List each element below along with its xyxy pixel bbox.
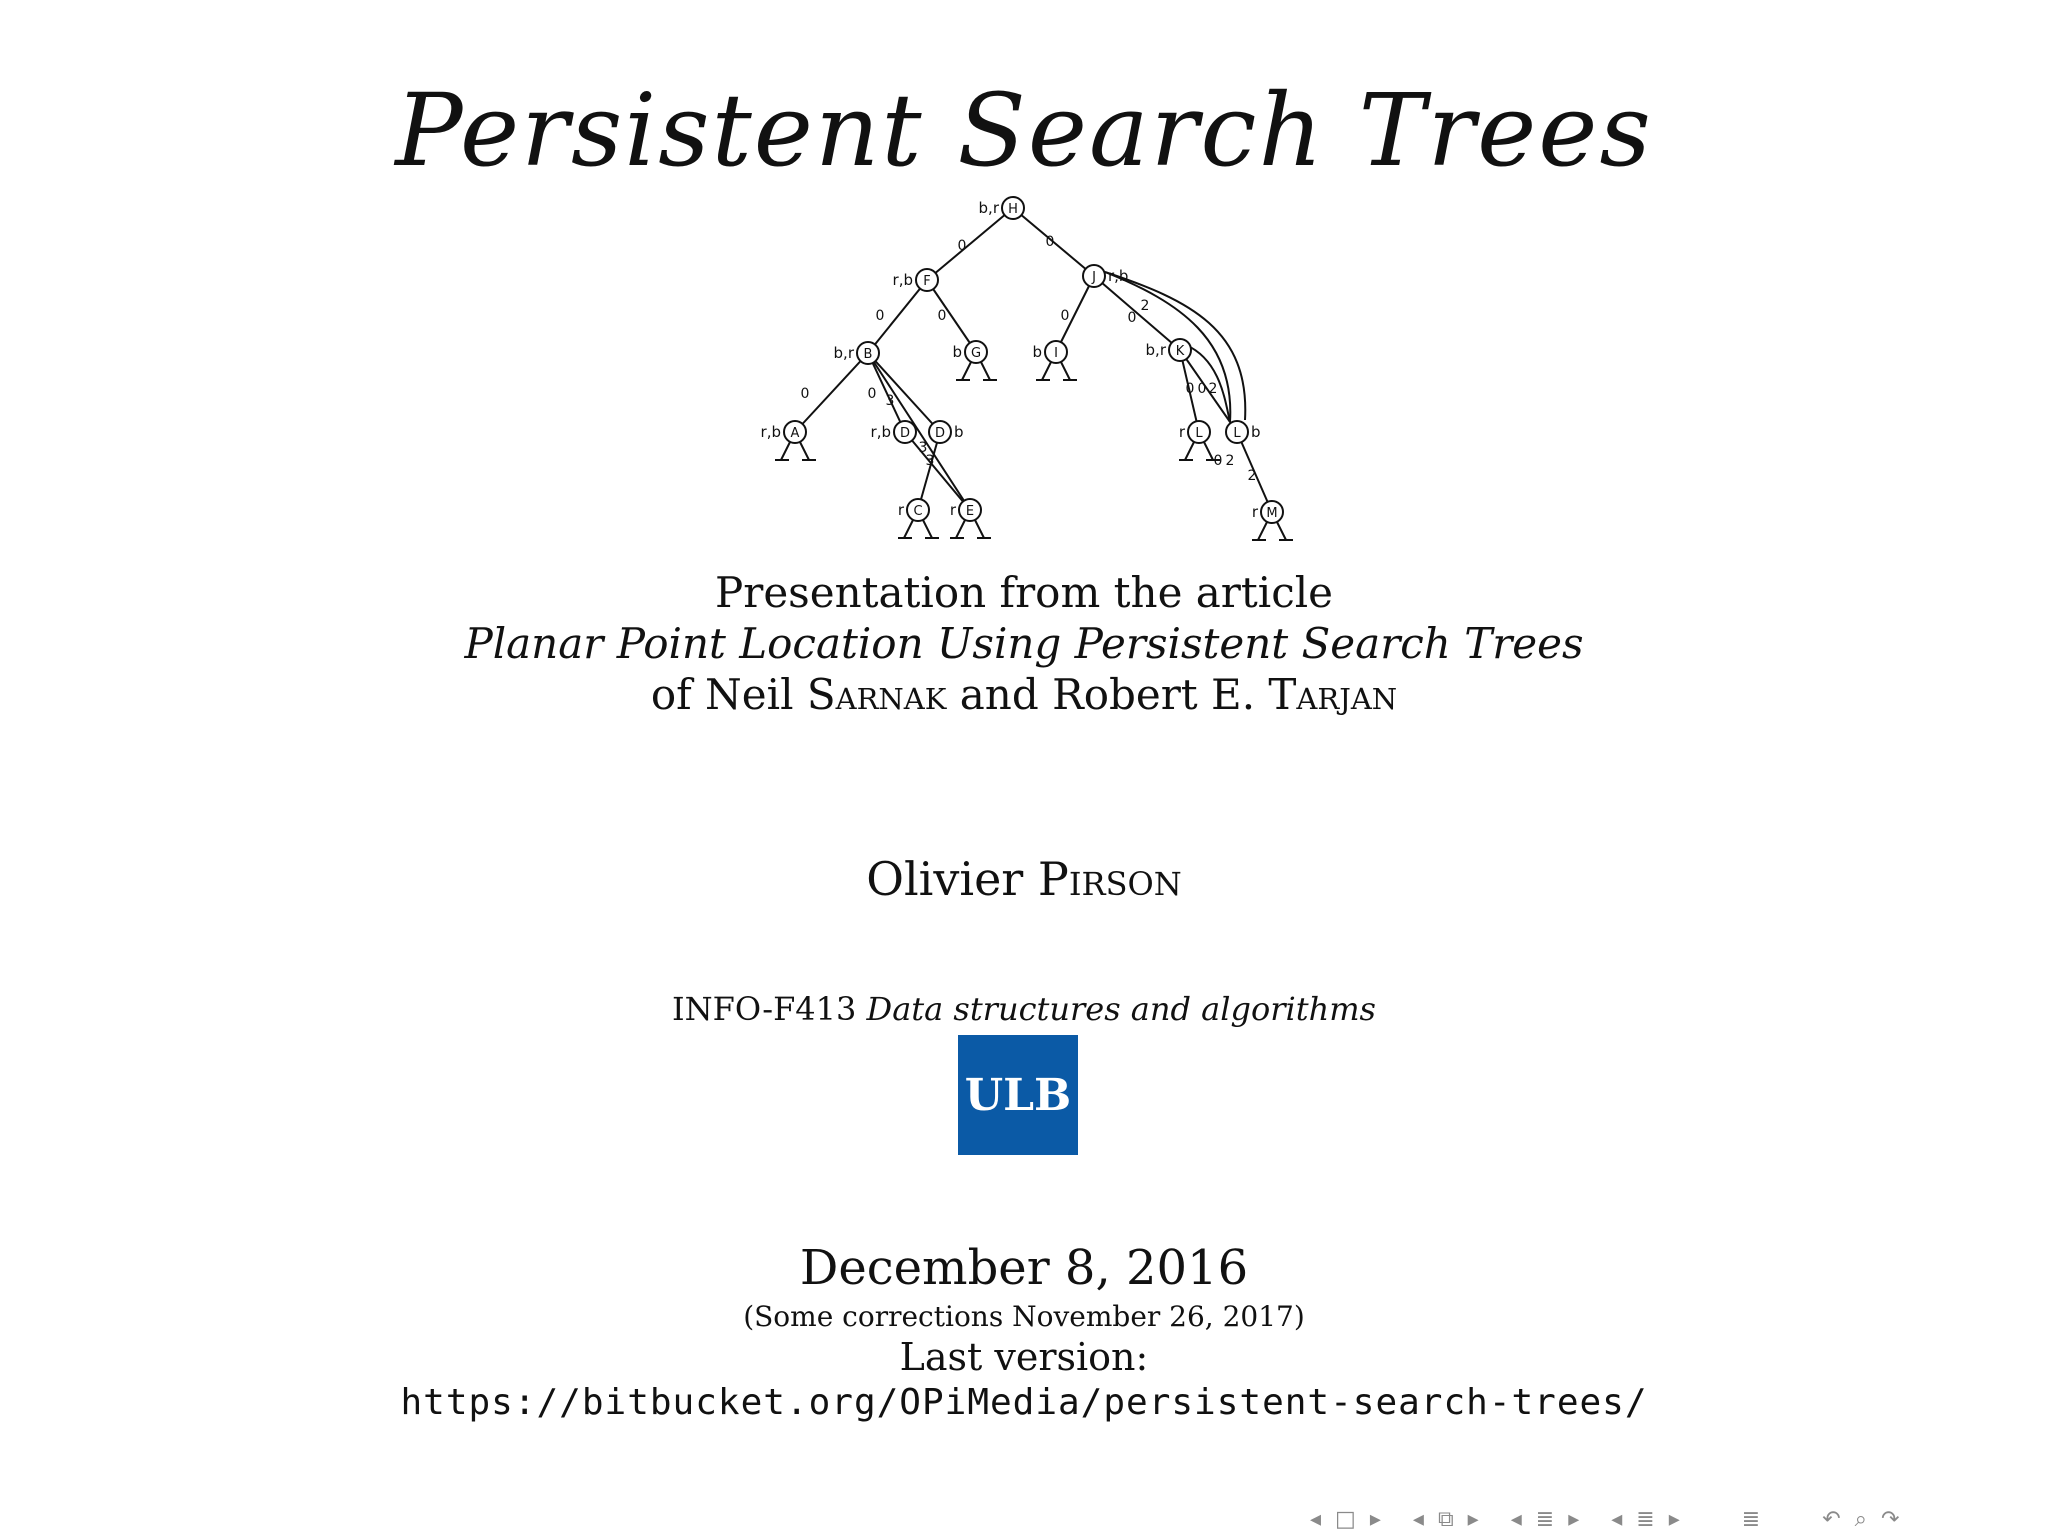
last-version-label: Last version: — [899, 1335, 1149, 1379]
svg-text:M: M — [1266, 506, 1278, 521]
frame-prev-icon[interactable]: ◂ — [1310, 1506, 1322, 1532]
svg-text:2: 2 — [1247, 468, 1257, 484]
svg-text:3: 3 — [885, 393, 895, 409]
svg-text:D: D — [934, 426, 946, 441]
svg-text:r: r — [897, 501, 904, 519]
svg-text:b: b — [1251, 423, 1261, 441]
repository-link[interactable]: https://bitbucket.org/OPiMedia/persistent-search-trees/ — [400, 1382, 1648, 1423]
svg-text:E: E — [965, 504, 975, 519]
svg-text:0: 0 — [1127, 310, 1137, 326]
slide-title: Persistent Search Trees — [395, 72, 1653, 189]
toc-icon[interactable]: ≣ — [1636, 1506, 1655, 1532]
subsection-prev-icon[interactable]: ◂ — [1412, 1506, 1424, 1532]
svg-text:B: B — [863, 347, 873, 362]
svg-text:A: A — [790, 426, 800, 441]
svg-text:r: r — [1178, 423, 1185, 441]
svg-text:L: L — [1233, 426, 1241, 441]
toc-next-icon[interactable]: ▸ — [1668, 1506, 1680, 1532]
search-icon[interactable]: ⌕ — [1854, 1506, 1867, 1532]
course-name: Data structures and algorithms — [866, 990, 1376, 1028]
svg-text:b,r: b,r — [833, 344, 854, 362]
course-code: INFO-F413 — [672, 990, 867, 1028]
svg-text:0: 0 — [1185, 381, 1195, 397]
svg-text:b,r: b,r — [978, 199, 999, 217]
presentation-date: December 8, 2016 — [799, 1240, 1249, 1296]
svg-text:r,b: r,b — [1108, 267, 1129, 285]
svg-text:b: b — [954, 423, 964, 441]
corrections-note: (Some corrections November 26, 2017) — [743, 1300, 1305, 1333]
svg-text:K: K — [1175, 344, 1185, 359]
section-next-icon[interactable]: ▸ — [1568, 1506, 1580, 1532]
svg-text:0: 0 — [957, 238, 967, 254]
svg-text:0: 0 — [1045, 234, 1055, 250]
presenter-surname: Pirson — [1037, 852, 1182, 906]
authors-prefix: of Neil — [650, 670, 807, 719]
svg-text:0: 0 — [1213, 453, 1223, 469]
svg-text:r,b: r,b — [760, 423, 781, 441]
svg-text:0: 0 — [867, 386, 877, 402]
svg-text:b: b — [1032, 343, 1042, 361]
undo-icon[interactable]: ↶ — [1822, 1506, 1841, 1532]
svg-text:G: G — [970, 346, 982, 361]
svg-text:r: r — [949, 501, 956, 519]
svg-text:D: D — [899, 426, 911, 441]
svg-text:0: 0 — [800, 386, 810, 402]
ulb-logo: ULB — [958, 1035, 1078, 1155]
author2-surname: Tarjan — [1268, 670, 1398, 719]
svg-text:J: J — [1092, 270, 1096, 285]
section-prev-icon[interactable]: ◂ — [1510, 1506, 1522, 1532]
article-authors — [0, 670, 2048, 720]
svg-text:0: 0 — [875, 308, 885, 324]
svg-text:r: r — [1251, 503, 1258, 521]
svg-text:2: 2 — [1208, 381, 1218, 397]
course-line — [0, 990, 2048, 1028]
frame-next-icon[interactable]: ▸ — [1369, 1506, 1381, 1532]
presenter-name — [0, 852, 2048, 906]
article-title: Planar Point Location Using Persistent Search Trees — [464, 619, 1584, 668]
svg-text:2: 2 — [1140, 298, 1150, 314]
presentation-line: Presentation from the article — [714, 568, 1334, 617]
redo-icon[interactable]: ↷ — [1880, 1506, 1900, 1532]
section-icon[interactable]: ≣ — [1535, 1506, 1555, 1532]
svg-text:0: 0 — [1197, 381, 1207, 397]
svg-text:3: 3 — [925, 453, 935, 469]
beamer-navigation-bar — [1310, 1505, 2045, 1533]
presenter-first: Olivier — [866, 852, 1038, 906]
svg-text:0: 0 — [937, 308, 947, 324]
svg-text:b,r: b,r — [1145, 341, 1166, 359]
subsection-icon[interactable]: ⧉ — [1437, 1506, 1454, 1532]
frame-icon[interactable]: □ — [1335, 1506, 1356, 1532]
svg-text:3: 3 — [918, 440, 928, 456]
svg-text:C: C — [913, 504, 923, 519]
svg-text:2: 2 — [1225, 453, 1235, 469]
svg-text:L: L — [1195, 426, 1203, 441]
svg-text:H: H — [1008, 202, 1018, 217]
svg-text:I: I — [1054, 346, 1058, 361]
authors-and: and Robert E. — [946, 670, 1269, 719]
persistent-tree-figure — [720, 190, 1320, 570]
svg-text:r,b: r,b — [870, 423, 891, 441]
svg-text:F: F — [923, 274, 931, 289]
svg-text:0: 0 — [1060, 308, 1070, 324]
author1-surname: Sarnak — [806, 670, 947, 719]
toc-prev-icon[interactable]: ◂ — [1611, 1506, 1623, 1532]
subsection-next-icon[interactable]: ▸ — [1467, 1506, 1479, 1532]
svg-text:r,b: r,b — [892, 271, 913, 289]
appendix-icon[interactable]: ≣ — [1741, 1506, 1761, 1532]
svg-text:b: b — [952, 343, 962, 361]
